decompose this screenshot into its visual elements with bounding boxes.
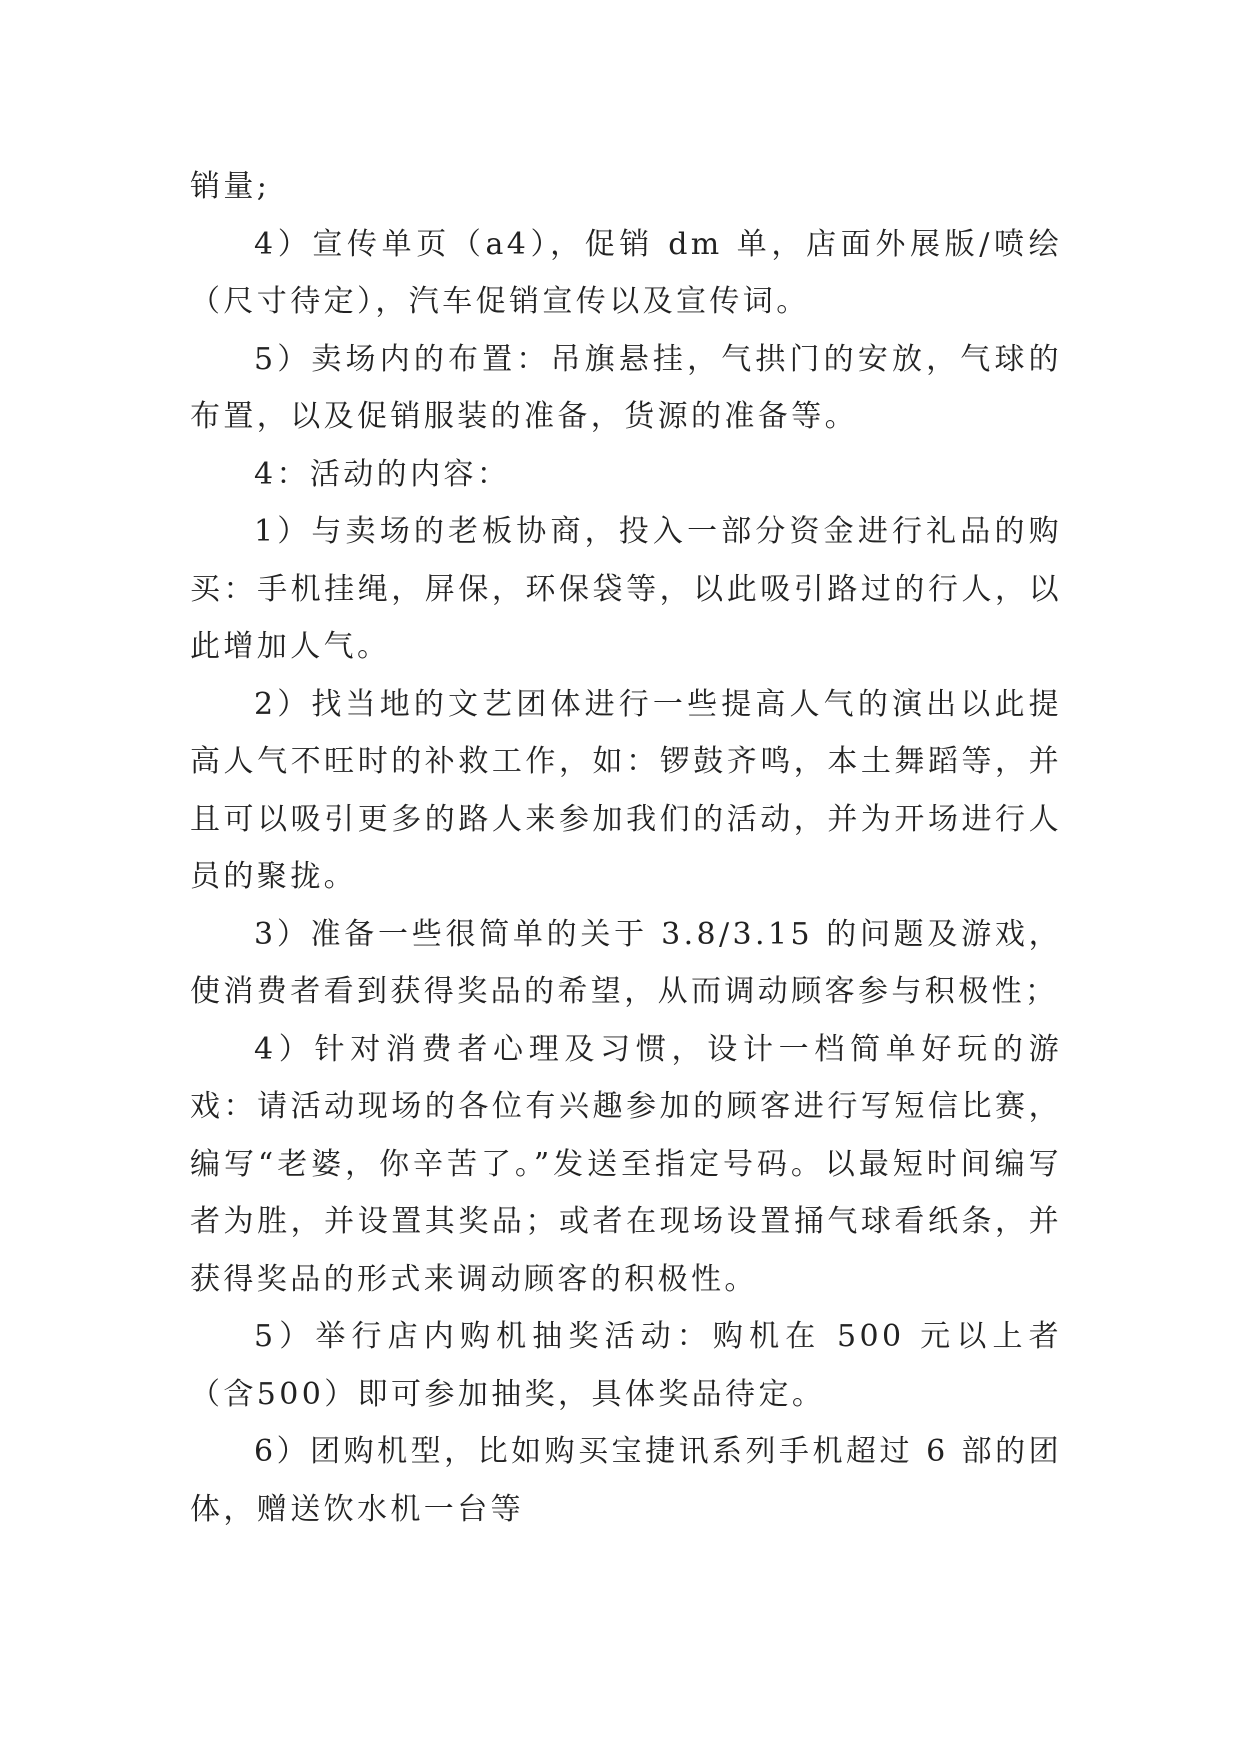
paragraph-promo-materials: 4）宣传单页（a4），促销 dm 单，店面外展版/喷绘（尺寸待定），汽车促销宣传以及宣传词。	[190, 226, 1062, 319]
paragraph-group-purchase: 6）团购机型，比如购买宝捷讯系列手机超过 6 部的团体，赠送饮水机一台等	[190, 1434, 1062, 1527]
document-body	[190, 158, 1062, 1538]
section-heading-activity-content: 4：活动的内容：	[254, 456, 511, 492]
paragraph-sales-volume: 销量;	[190, 169, 271, 204]
paragraph-gift-purchase: 1）与卖场的老板协商，投入一部分资金进行礼品的购买：手机挂绳，屏保，环保袋等，以此吸引路过的行人，以此增加人气。	[190, 514, 1062, 664]
paragraph-performance: 2）找当地的文艺团体进行一些提高人气的演出以此提高人气不旺时的补救工作，如：锣鼓齐鸣，本土舞蹈等，并且可以吸引更多的路人来参加我们的活动，并为开场进行人员的聚拢。	[190, 686, 1062, 894]
paragraph-quiz-games: 3）准备一些很简单的关于 3.8/3.15 的问题及游戏，使消费者看到获得奖品的希望，从而调动顾客参与积极性；	[190, 916, 1062, 1009]
paragraph-sms-game: 4）针对消费者心理及习惯，设计一档简单好玩的游戏：请活动现场的各位有兴趣参加的顾客进行写短信比赛，编写“老婆，你辛苦了。”发送至指定号码。以最短时间编写者为胜，并设置其奖品；或者在现场设置捅气球看纸条，并获得奖品的形式来调动顾客的积极性。	[190, 1031, 1062, 1297]
paragraph-store-layout: 5）卖场内的布置：吊旗悬挂，气拱门的安放，气球的布置，以及促销服装的准备，货源的准备等。	[190, 341, 1062, 434]
paragraph-lottery: 5）举行店内购机抽奖活动：购机在 500 元以上者（含500）即可参加抽奖，具体奖品待定。	[190, 1319, 1062, 1412]
